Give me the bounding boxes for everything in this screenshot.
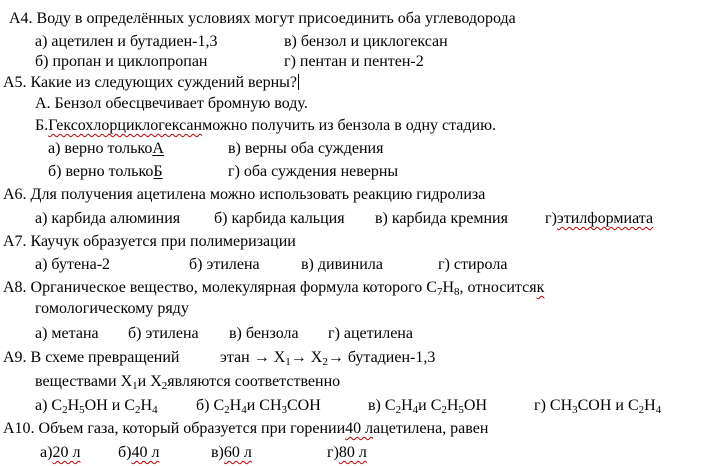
subscript: 5 (458, 404, 464, 416)
answer-a4-a: а) ацетилен и бутадиен-1,3 (35, 33, 218, 50)
formula-part: H (446, 397, 459, 414)
a9-line2-3: являются соответственно (167, 373, 341, 390)
answer-a6-v: в) карбида кремния (375, 210, 508, 227)
answer-a5-a-letter: А (152, 140, 164, 157)
answer-a6-g-prefix: г) (545, 210, 557, 227)
formula-part: г) CH (534, 397, 573, 414)
reaction-scheme (220, 350, 435, 366)
subscript: 2 (161, 380, 168, 392)
question-a4-stem: А4. Воду в определённых условиях могут присоединить оба углеводорода (9, 10, 516, 27)
answer-a7-v: в) дивинила (301, 256, 383, 273)
answer-a4-b: б) пропан и циклопропан (35, 53, 208, 70)
subscript: 4 (241, 404, 247, 416)
question-a5-stem (3, 74, 299, 91)
judgement-b-prefix: Б. (35, 117, 49, 134)
formula-part: б) C (196, 397, 225, 414)
answer-a9-b (196, 398, 321, 414)
formula-part: H (229, 397, 242, 414)
formula-part: H (67, 397, 80, 414)
subscript: 4 (655, 404, 662, 416)
spellcheck-word: Гексохлорциклогексан (48, 117, 203, 134)
answer-a4-g: г) пентан и пентен-2 (284, 53, 424, 70)
formula-part: H (140, 397, 153, 414)
subscript: 1 (132, 380, 138, 392)
answer-a9-v (368, 398, 487, 414)
answer-a10-v (211, 445, 252, 461)
answer-a8-a: а) метана (35, 325, 99, 342)
answer-a4-v: в) бензол и циклогексан (284, 33, 448, 50)
spellcheck-word: 40 л (131, 444, 160, 461)
subscript: 2 (441, 404, 447, 416)
a8-text-1: А8. Органическое вещество, молекулярная формула которого C (3, 279, 437, 296)
subscript: 1 (285, 356, 291, 368)
scheme-part-1: этан → X (220, 349, 286, 366)
formula-part: COH и C (577, 397, 639, 414)
question-a8-line2: гомологическому ряду (35, 300, 189, 317)
subscript: 2 (638, 404, 645, 416)
question-a5-text: А5. Какие из следующих суждений верны? (3, 74, 298, 91)
answer-letter: г) (327, 444, 339, 461)
question-a10-stem (3, 421, 488, 437)
formula-part: и CH (246, 397, 282, 414)
answer-letter: а) (40, 444, 53, 461)
answer-a5-b-text: б) верно только (48, 163, 154, 180)
subscript: 4 (412, 404, 419, 416)
judgement-b (35, 118, 496, 134)
answer-letter: б) (118, 444, 132, 461)
question-a7-stem: А7. Каучук образуется при полимеризации (3, 233, 296, 250)
text-cursor (298, 74, 299, 90)
subscript: 4 (152, 404, 158, 416)
spellcheck-word: к (536, 279, 545, 296)
scheme-part-2: → X (290, 349, 323, 366)
answer-letter: в) (211, 444, 224, 461)
answer-a8-g: г) ацетилена (328, 325, 413, 342)
subscript: 5 (79, 404, 85, 416)
answer-a7-g: г) стирола (438, 256, 508, 273)
answer-a6-a: а) карбида алюминия (35, 210, 181, 227)
answer-a10-g (327, 445, 367, 461)
subscript: 2 (322, 356, 328, 368)
subscript: 3 (281, 404, 287, 416)
subscript: 3 (572, 404, 578, 416)
subscript: 2 (224, 404, 230, 416)
question-a9-line2 (35, 374, 340, 390)
a10-text-1: А10. Объем газа, который образуется при горении (3, 420, 346, 437)
answer-a5-a (48, 141, 164, 157)
a10-text-2: ацетилена, равен (373, 420, 489, 437)
formula-part: H (401, 397, 413, 414)
subscript: 2 (135, 404, 141, 416)
formula-part: и C (418, 397, 442, 414)
formula-part: OH (463, 397, 488, 414)
answer-a9-a (35, 398, 158, 414)
spellcheck-word: 20 л (52, 444, 81, 461)
spellcheck-word: 60 л (223, 444, 252, 461)
subscript: 7 (436, 286, 443, 298)
spellcheck-word: этилформиата (556, 210, 654, 227)
a9-line2-1: веществами X (35, 373, 133, 390)
answer-a10-b (118, 445, 159, 461)
answer-a7-a: а) бутена-2 (35, 256, 111, 273)
answer-a5-b-letter: Б (153, 163, 163, 180)
answer-a5-v: в) верны оба суждения (228, 140, 384, 157)
question-a8-stem (3, 280, 544, 296)
answer-a6-b: б) карбида кальция (214, 210, 345, 227)
subscript: 2 (395, 404, 402, 416)
subscript: 8 (454, 286, 460, 298)
answer-a5-b (48, 164, 163, 180)
answer-a9-g (534, 398, 661, 414)
a9-line2-2: и X (137, 373, 162, 390)
scheme-part-3: → бутадиен-1,3 (327, 349, 436, 366)
formula-part: в) C (368, 397, 396, 414)
formula-part: OH и C (84, 397, 136, 414)
answer-a8-v: в) бензола (229, 325, 299, 342)
spellcheck-word: 40 л (345, 420, 374, 437)
answer-a5-a-text: а) верно только (48, 140, 153, 157)
answer-a5-g: г) оба суждения неверны (228, 163, 399, 180)
spellcheck-word: 80 л (338, 444, 367, 461)
formula-part: а) C (35, 397, 63, 414)
judgement-a: А. Бензол обесцвечивает бромную воду. (35, 95, 308, 112)
answer-a10-a (40, 445, 80, 461)
answer-a7-b: б) этилена (189, 256, 260, 273)
a8-text-2: H (442, 279, 454, 296)
formula-part: H (644, 397, 656, 414)
question-a9-stem: А9. В схеме превращений (3, 349, 180, 366)
a8-text-3: , относится (459, 279, 537, 296)
question-a6-stem: А6. Для получения ацетилена можно использовать реакцию гидролиза (3, 186, 486, 203)
formula-part: COH (287, 397, 321, 414)
judgement-b-rest: можно получить из бензола в одну стадию. (202, 117, 497, 134)
subscript: 2 (62, 404, 68, 416)
answer-a6-g (545, 211, 653, 227)
answer-a8-b: б) этилена (128, 325, 199, 342)
